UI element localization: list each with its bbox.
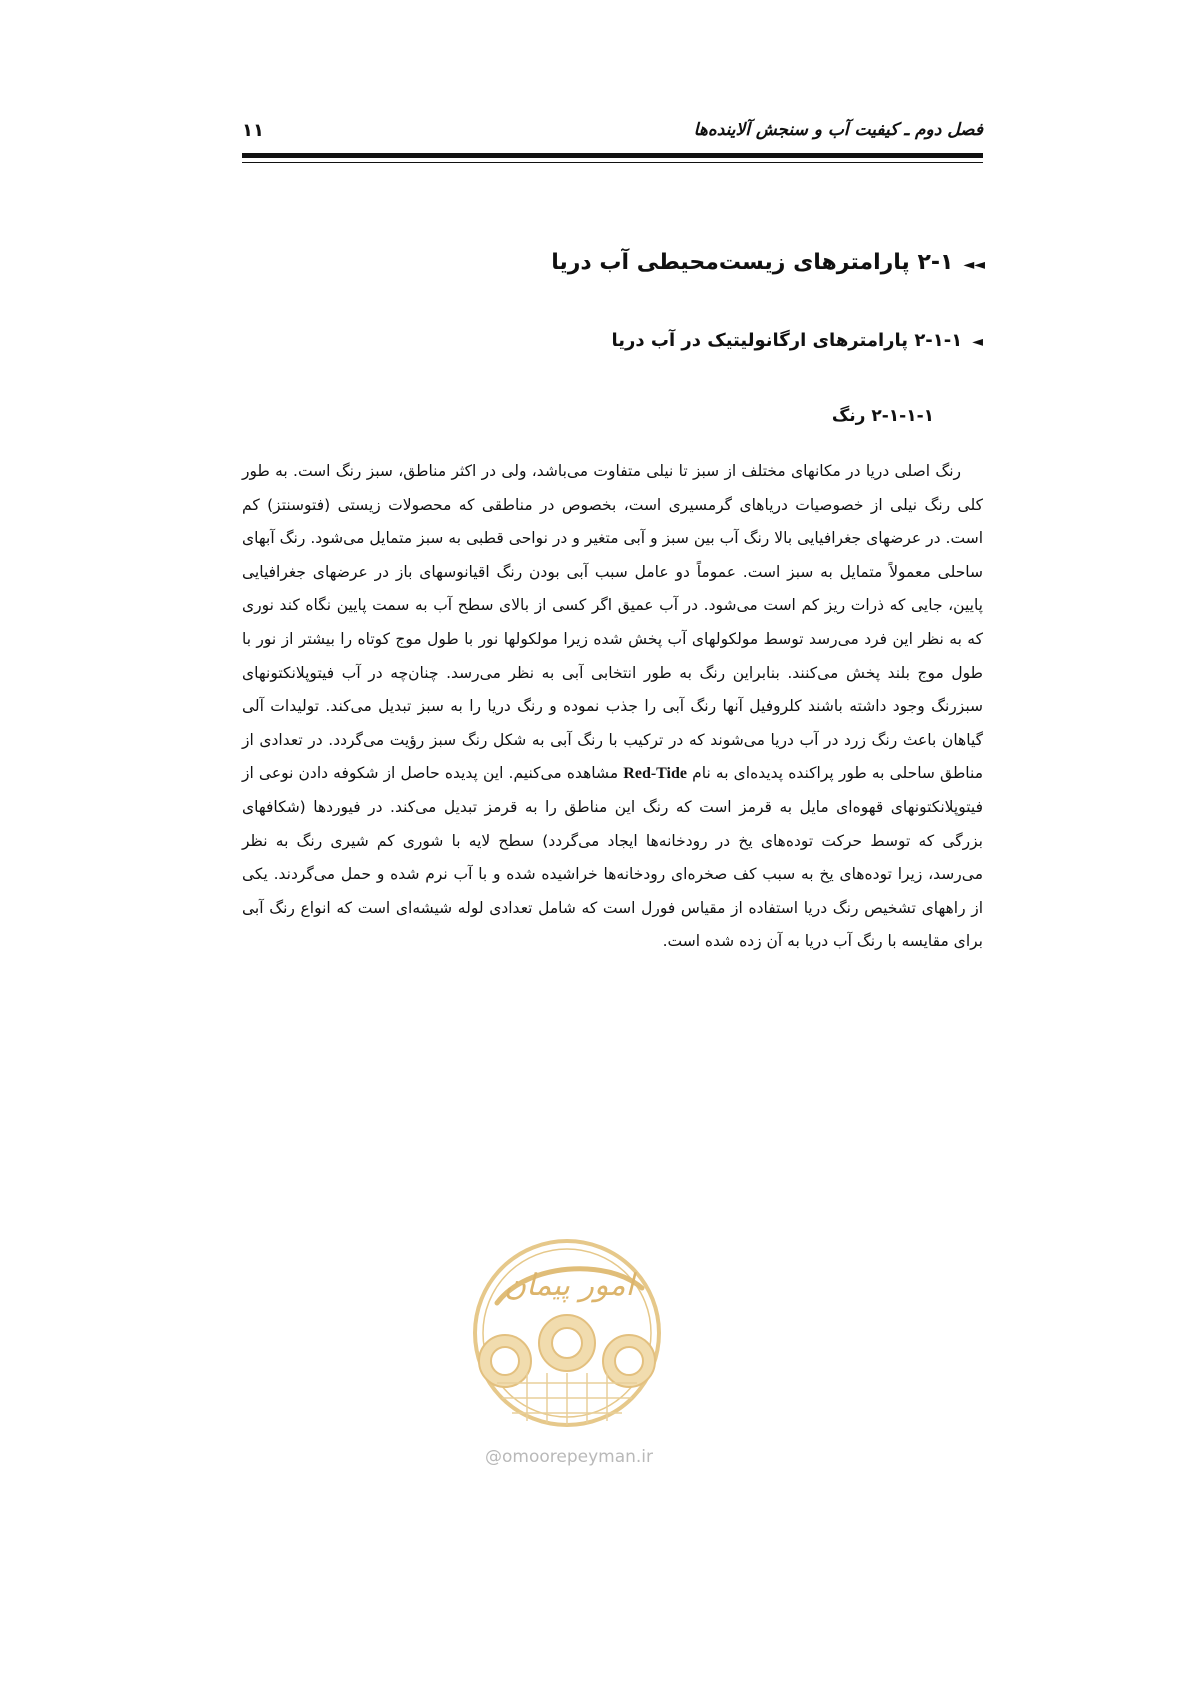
double-arrow-icon: ◄◄ [963,257,985,273]
running-header [242,120,983,146]
body-paragraph [242,455,983,959]
chapter-title: فصل دوم ـ کیفیت آب و سنجش آلاینده‌ها [693,120,983,140]
watermark-logo [457,1233,677,1433]
page-number: ۱۱ [242,120,264,141]
section-heading-text: ۲-۱ پارامترهای زیست‌محیطی آب دریا [551,250,954,275]
logo-lettering: امور پیمان [504,1268,634,1303]
publisher-logo-icon [457,1233,677,1433]
arrow-icon: ◄ [972,334,983,350]
subsubsection-heading: ۲-۱-۱-۱ رنگ [831,406,934,426]
body-text-part2: مشاهده می‌کنیم. این پدیده حاصل از شکوفه دادن نوعی از فیتوپلانکتونهای قهوه‌ای مایل به قرمز است که رنگ این مناطق را به قرمز تبدیل می‌کند. در فیوردها (شکافهای بزرگی که توسط حرکت توده‌های یخ در رودخانه‌ها ایجاد می‌گردد) سطح لایه با شوری کم شیری رنگ به نظر می‌رسد، زیرا توده‌های یخ به سبب کف صخره‌ای رودخانه‌ها خراشیده شده و با آب نرم شده و حمل می‌گردند. یکی از راههای تشخیص رنگ دریا استفاده از مقیاس فورل است که شامل تعدادی لوله شیشه‌ای است که انواع رنگ آبی برای مقایسه با رنگ آب دریا به آن زده شده است. [242,764,983,951]
section-heading [551,250,985,275]
subsection-heading [611,330,983,351]
header-rule-thin [242,162,983,163]
header-rule-thick [242,153,983,158]
watermark-caption: @omoorepeyman.ir [484,1447,654,1467]
body-text-part1: رنگ اصلی دریا در مکانهای مختلف از سبز تا نیلی متفاوت می‌باشد، ولی در اکثر مناطق، سبز رنگ است. به طور کلی رنگ نیلی از خصوصیات دریاهای گرمسیری است، بخصوص در مناطقی که محصولات زیستی (فتوسنتز) کم است. در عرضهای جغرافیایی بالا رنگ آب بین سبز و آبی متغیر و در نواحی قطبی به سبز متمایل می‌شود. رنگ آبهای ساحلی معمولاً متمایل به سبز است. عموماً دو عامل سبب آبی بودن رنگ اقیانوسهای باز در عرضهای جغرافیایی پایین، جایی که ذرات ریز کم است می‌شود. در آب عمیق اگر کسی از بالای سطح آب به سمت پایین نگاه کند نوری که به نظر این فرد می‌رسد توسط مولکولهای آب پخش شده زیرا مولکولها نور با طول موج کوتاه را بیشتر از نور با طول موج بلند پخش می‌کنند. بنابراین رنگ به طور انتخابی آبی به نظر می‌رسد. چنان‌چه در آب فیتوپلانکتونهای سبزرنگ وجود داشته باشند کلروفیل آنها رنگ آبی را جذب نموده و رنگ دریا را به سبز تبدیل می‌کند. تولیدات آلی گیاهان باعث رنگ زرد در آب دریا می‌شوند که در ترکیب با رنگ آبی به شکل رنگ سبز رؤیت می‌گردد. در تعدادی از مناطق ساحلی به طور پراکنده پدیده‌ای به نام [242,462,984,783]
subsection-heading-text: ۲-۱-۱ پارامترهای ارگانولیتیک در آب دریا [611,330,963,351]
red-tide-term: Red-Tide [623,765,687,783]
